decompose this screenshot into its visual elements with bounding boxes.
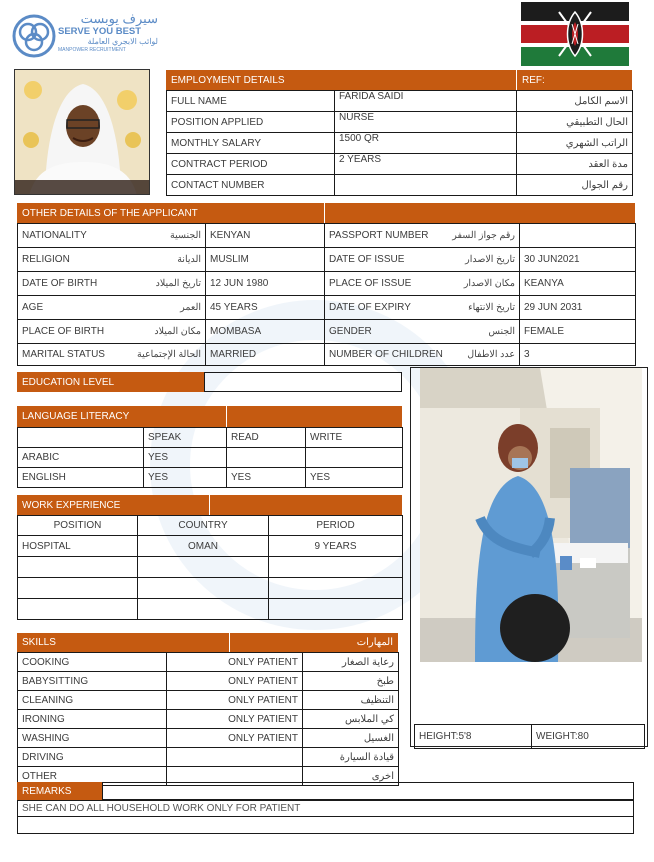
skill-name: WASHING xyxy=(18,729,167,748)
language-literacy-table xyxy=(17,427,403,488)
table-row xyxy=(167,112,633,133)
work-period-value xyxy=(269,599,403,620)
table-row xyxy=(18,672,399,691)
marital-status-label-cell xyxy=(18,344,206,366)
place-of-birth-value: MOMBASA xyxy=(206,320,325,344)
table-row xyxy=(18,448,403,468)
skills-title-arabic: المهارات xyxy=(356,637,393,648)
english-write-value: YES xyxy=(306,468,403,488)
place-of-issue-arabic: مكان الاصدار xyxy=(463,278,515,289)
place-of-issue-value: KEANYA xyxy=(520,272,636,296)
skill-arabic: اخرى xyxy=(303,767,399,786)
employment-details-table xyxy=(166,90,633,196)
skill-name: DRIVING xyxy=(18,748,167,767)
full-name-label: FULL NAME xyxy=(167,91,335,112)
table-row xyxy=(18,320,636,344)
table-row xyxy=(18,296,636,320)
flag-icon xyxy=(521,2,629,66)
work-position-value xyxy=(18,578,138,599)
table-row xyxy=(18,748,399,767)
marital-status-arabic: الحالة الإجتماعية xyxy=(137,349,201,360)
passport-number-label-cell xyxy=(325,224,520,248)
work-country-value: OMAN xyxy=(138,536,269,557)
brand-arabic-name: سيرف يوبست xyxy=(80,11,158,26)
table-row xyxy=(18,248,636,272)
number-of-children-value: 3 xyxy=(520,344,636,366)
language-name: ENGLISH xyxy=(18,468,144,488)
marital-status-label: MARITAL STATUS xyxy=(22,349,105,360)
date-of-expiry-arabic: تاريخ الانتهاء xyxy=(468,302,515,313)
date-of-issue-arabic: تاريخ الاصدار xyxy=(465,254,515,265)
remarks-header xyxy=(17,782,102,800)
other-details-header-right xyxy=(325,203,635,223)
contact-number-value xyxy=(335,175,517,196)
skill-value: ONLY PATIENT xyxy=(167,672,303,691)
remarks-empty-row xyxy=(17,816,634,834)
skill-value: ONLY PATIENT xyxy=(167,691,303,710)
arabic-read-value xyxy=(227,448,306,468)
skill-arabic: قيادة السيارة xyxy=(303,748,399,767)
table-row xyxy=(18,557,403,578)
skill-arabic: التنظيف xyxy=(303,691,399,710)
date-of-birth-value: 12 JUN 1980 xyxy=(206,272,325,296)
work-period-value: 9 YEARS xyxy=(269,536,403,557)
table-row xyxy=(18,516,403,536)
read-column-header: READ xyxy=(227,428,306,448)
skill-arabic: رعاية الصغار xyxy=(303,653,399,672)
contact-number-arabic: رقم الجوال xyxy=(517,175,633,196)
gender-label-cell xyxy=(325,320,520,344)
country-column-header: COUNTRY xyxy=(138,516,269,536)
english-speak-value: YES xyxy=(144,468,227,488)
weight-value: WEIGHT:80 xyxy=(532,725,645,749)
religion-label-cell xyxy=(18,248,206,272)
skills-header-arabic-cell xyxy=(230,633,398,652)
date-of-issue-value: 30 JUN2021 xyxy=(520,248,636,272)
other-details-title: OTHER DETAILS OF THE APPLICANT xyxy=(22,207,198,219)
skill-arabic: الغسيل xyxy=(303,729,399,748)
language-name: ARABIC xyxy=(18,448,144,468)
work-country-value xyxy=(138,557,269,578)
table-row xyxy=(18,224,636,248)
table-row xyxy=(18,468,403,488)
skill-value: ONLY PATIENT xyxy=(167,729,303,748)
work-period-value xyxy=(269,578,403,599)
remarks-header-right xyxy=(102,782,634,800)
skill-name: CLEANING xyxy=(18,691,167,710)
full-name-value: FARIDA SAIDI xyxy=(335,91,517,112)
position-column-header: POSITION xyxy=(18,516,138,536)
other-details-table xyxy=(17,223,636,366)
table-row xyxy=(18,272,636,296)
religion-label: RELIGION xyxy=(22,254,70,265)
table-row xyxy=(167,91,633,112)
skill-value: ONLY PATIENT xyxy=(167,653,303,672)
date-of-expiry-label-cell xyxy=(325,296,520,320)
table-row xyxy=(167,154,633,175)
work-experience-header xyxy=(17,495,209,515)
skill-name: IRONING xyxy=(18,710,167,729)
table-row xyxy=(415,725,645,749)
place-of-birth-label: PLACE OF BIRTH xyxy=(22,326,105,337)
remarks-text: SHE CAN DO ALL HOUSEHOLD WORK ONLY FOR PATIENT xyxy=(22,803,301,814)
skills-table xyxy=(17,652,399,786)
date-of-birth-label-cell xyxy=(18,272,206,296)
measurements-table xyxy=(414,724,645,749)
table-row xyxy=(18,729,399,748)
table-row xyxy=(18,578,403,599)
full-photo-image xyxy=(420,368,642,662)
work-position-value xyxy=(18,599,138,620)
height-value: HEIGHT:5'8 xyxy=(415,725,532,749)
contract-period-arabic: مدة العقد xyxy=(517,154,633,175)
table-row xyxy=(18,691,399,710)
date-of-issue-label-cell xyxy=(325,248,520,272)
position-applied-arabic: الحال التطبيقي xyxy=(517,112,633,133)
place-of-issue-label-cell xyxy=(325,272,520,296)
age-value: 45 YEARS xyxy=(206,296,325,320)
applicant-portrait xyxy=(14,69,150,195)
english-read-value: YES xyxy=(227,468,306,488)
work-experience-table xyxy=(17,515,403,620)
religion-arabic: الديانة xyxy=(177,254,201,265)
passport-number-value xyxy=(520,224,636,248)
full-name-arabic: الاسم الكامل xyxy=(517,91,633,112)
brand-logo xyxy=(12,14,56,58)
number-of-children-arabic: عدد الاطفال xyxy=(467,349,515,360)
period-column-header: PERIOD xyxy=(269,516,403,536)
position-applied-label: POSITION APPLIED xyxy=(167,112,335,133)
work-period-value xyxy=(269,557,403,578)
remarks-text-row xyxy=(17,800,634,817)
table-row xyxy=(18,653,399,672)
contract-period-value: 2 YEARS xyxy=(335,154,517,175)
write-column-header: WRITE xyxy=(306,428,403,448)
speak-column-header: SPEAK xyxy=(144,428,227,448)
skill-name: COOKING xyxy=(18,653,167,672)
brand-arabic-tagline: لوائب الابجري العاملة xyxy=(87,37,158,46)
kenya-flag xyxy=(521,2,629,66)
table-row xyxy=(167,175,633,196)
language-literacy-header-right xyxy=(227,406,402,427)
contact-number-label: CONTACT NUMBER xyxy=(167,175,335,196)
date-of-expiry-value: 29 JUN 2031 xyxy=(520,296,636,320)
skills-header xyxy=(17,633,229,652)
skill-arabic: كي الملابس xyxy=(303,710,399,729)
skill-arabic: طبخ xyxy=(303,672,399,691)
education-level-title: EDUCATION LEVEL xyxy=(22,376,115,388)
employment-details-header xyxy=(166,70,516,90)
position-applied-value: NURSE xyxy=(335,112,517,133)
table-row xyxy=(18,344,636,366)
age-label: AGE xyxy=(22,302,44,313)
skill-name: BABYSITTING xyxy=(18,672,167,691)
passport-number-arabic: رقم جواز السفر xyxy=(452,230,515,241)
place-of-issue-label: PLACE OF ISSUE xyxy=(329,278,412,289)
nationality-value: KENYAN xyxy=(206,224,325,248)
arabic-write-value xyxy=(306,448,403,468)
work-position-value xyxy=(18,557,138,578)
age-arabic: العمر xyxy=(180,302,201,313)
gender-value: FEMALE xyxy=(520,320,636,344)
table-row xyxy=(18,536,403,557)
brand-text xyxy=(58,12,158,54)
education-level-header xyxy=(17,372,204,392)
date-of-birth-label: DATE OF BIRTH xyxy=(22,278,98,289)
skill-value xyxy=(167,748,303,767)
skill-value: ONLY PATIENT xyxy=(167,710,303,729)
skill-name: OTHER xyxy=(18,767,167,786)
marital-status-value: MARRIED xyxy=(206,344,325,366)
date-of-issue-label: DATE OF ISSUE xyxy=(329,254,405,265)
work-experience-header-right xyxy=(210,495,402,515)
date-of-birth-arabic: تاريخ الميلاد xyxy=(155,278,201,289)
work-country-value xyxy=(138,578,269,599)
language-literacy-title: LANGUAGE LITERACY xyxy=(22,411,130,422)
ref-header xyxy=(517,70,632,90)
work-experience-title: WORK EXPERIENCE xyxy=(22,499,121,511)
date-of-expiry-label: DATE OF EXPIRY xyxy=(329,302,411,313)
gender-arabic: الجنس xyxy=(488,326,515,337)
monthly-salary-label: MONTHLY SALARY xyxy=(167,133,335,154)
table-row xyxy=(167,133,633,154)
age-label-cell xyxy=(18,296,206,320)
number-of-children-label: NUMBER OF CHILDREN xyxy=(329,349,443,360)
language-literacy-header xyxy=(17,406,226,427)
table-row xyxy=(18,599,403,620)
remarks-title: REMARKS xyxy=(22,785,72,797)
monthly-salary-value: 1500 QR xyxy=(335,133,517,154)
table-row xyxy=(18,710,399,729)
ref-label: REF: xyxy=(522,74,545,86)
nationality-arabic: الجنسية xyxy=(170,230,201,241)
table-row xyxy=(18,428,403,448)
religion-value: MUSLIM xyxy=(206,248,325,272)
portrait-image xyxy=(15,70,150,195)
gender-label: GENDER xyxy=(329,326,372,337)
skills-title: SKILLS xyxy=(22,637,56,648)
contract-period-label: CONTRACT PERIOD xyxy=(167,154,335,175)
logo-icon xyxy=(12,14,56,58)
work-position-value: HOSPITAL xyxy=(18,536,138,557)
number-of-children-label-cell xyxy=(325,344,520,366)
nationality-label-cell xyxy=(18,224,206,248)
monthly-salary-arabic: الراتب الشهري xyxy=(517,133,633,154)
place-of-birth-label-cell xyxy=(18,320,206,344)
brand-english-name: SERVE YOU BEST xyxy=(58,26,142,37)
employment-details-title: EMPLOYMENT DETAILS xyxy=(171,74,285,86)
applicant-full-photo xyxy=(420,368,642,662)
brand-english-tagline: MANPOWER RECRUITMENT xyxy=(58,47,126,53)
arabic-speak-value: YES xyxy=(144,448,227,468)
nationality-label: NATIONALITY xyxy=(22,230,87,241)
passport-number-label: PASSPORT NUMBER xyxy=(329,230,429,241)
work-country-value xyxy=(138,599,269,620)
place-of-birth-arabic: مكان الميلاد xyxy=(154,326,201,337)
other-details-header xyxy=(17,203,324,223)
education-level-value xyxy=(204,372,402,392)
